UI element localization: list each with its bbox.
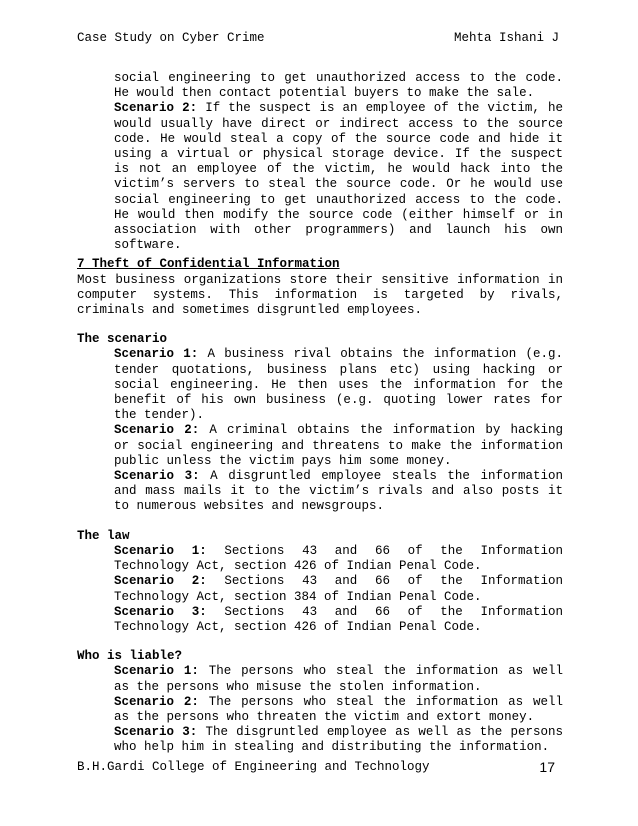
- footer-college: B.H.Gardi College of Engineering and Technology: [77, 760, 430, 774]
- scenario-text: The persons who steal the information as well as the persons who misuse the stolen information.: [114, 664, 564, 694]
- scenario-text: The disgruntled employee as well as the persons who help him in stealing and distributing the information.: [114, 725, 564, 755]
- list-item: [114, 347, 563, 423]
- scenario-label: Scenario 1:: [114, 664, 199, 679]
- page-number: 17: [539, 759, 555, 775]
- scenario-text: Sections 43 and 66 of the Information Technology Act, section 384 of Indian Penal Code.: [114, 574, 564, 604]
- page-body: [77, 71, 563, 756]
- scenario-text: A criminal obtains the information by hacking or social engineering and threatens to make the information public unless the victim pays him some money.: [114, 423, 564, 468]
- list-item: [114, 664, 563, 694]
- scenario-text: A disgruntled employee steals the information and mass mails it to the victim’s rivals and also posts it to numerous websites and newsgroups.: [114, 469, 563, 514]
- scenario-label: Scenario 2:: [114, 101, 198, 116]
- continued-block: [114, 71, 563, 253]
- scenario-text: Sections 43 and 66 of the Information Technology Act, section 426 of Indian Penal Code.: [114, 543, 564, 574]
- section-intro: Most business organizations store their sensitive information in computer systems. This information is targeted by rivals, criminals and sometimes disgruntled employees.: [77, 272, 563, 318]
- law-heading: The law: [77, 528, 130, 543]
- scenario-text: The persons who steal the information as well as the persons who threaten the victim and extort money.: [114, 694, 564, 724]
- list-item: [114, 695, 563, 725]
- scenario-label: Scenario 3:: [114, 725, 198, 740]
- list-item: [114, 544, 563, 574]
- continued-paragraph: social engineering to get unauthorized access to the code. He would then contact potential buyers to make the sale.: [114, 71, 563, 101]
- header-author: Mehta Ishani J: [453, 31, 559, 45]
- scenario-label: Scenario 1:: [114, 543, 207, 558]
- scenario-label: Scenario 2:: [114, 694, 199, 709]
- scenario-text: If the suspect is an employee of the victim, he would usually have direct or indirect access to the source code. He would steal a copy of the source code and hide it using a virtual or physical storage device. If the suspect is not an employee of the victim, he would hack into the victim’s servers to steal the source code. Or he would use social engineering to get unauthorized access to the code. He would then modify the source code (either himself or in association with other programmers) and launch his own software.: [114, 101, 564, 253]
- list-item: [114, 469, 563, 515]
- page-footer: [77, 760, 563, 778]
- scenario-label: Scenario 3:: [114, 469, 200, 484]
- page-header: [77, 31, 563, 47]
- header-title: Case Study on Cyber Crime: [77, 31, 265, 45]
- list-item: [114, 574, 563, 604]
- scenario-heading: The scenario: [77, 332, 168, 347]
- scenario-label: Scenario 3:: [114, 604, 207, 619]
- scenario-label: Scenario 1:: [114, 347, 199, 362]
- scenario-text: A business rival obtains the information (e.g. tender quotations, business plans etc) using hacking or social engineering. He then uses the information for the benefit of his own business (e.g. quoting lower rates for the tender).: [114, 347, 564, 423]
- list-item: [114, 725, 563, 755]
- scenario-list: [114, 347, 563, 514]
- liable-list: [114, 664, 563, 755]
- list-item: [114, 605, 563, 635]
- scenario-text: Sections 43 and 66 of the Information Technology Act, section 426 of Indian Penal Code.: [114, 604, 564, 634]
- law-list: [114, 544, 563, 635]
- scenario-label: Scenario 2:: [114, 423, 200, 438]
- scenario-label: Scenario 2:: [114, 574, 207, 589]
- intro-scenario-2: [114, 101, 563, 253]
- liable-heading: Who is liable?: [77, 649, 183, 664]
- list-item: [114, 423, 563, 469]
- section-heading: 7 Theft of Confidential Information: [77, 257, 340, 272]
